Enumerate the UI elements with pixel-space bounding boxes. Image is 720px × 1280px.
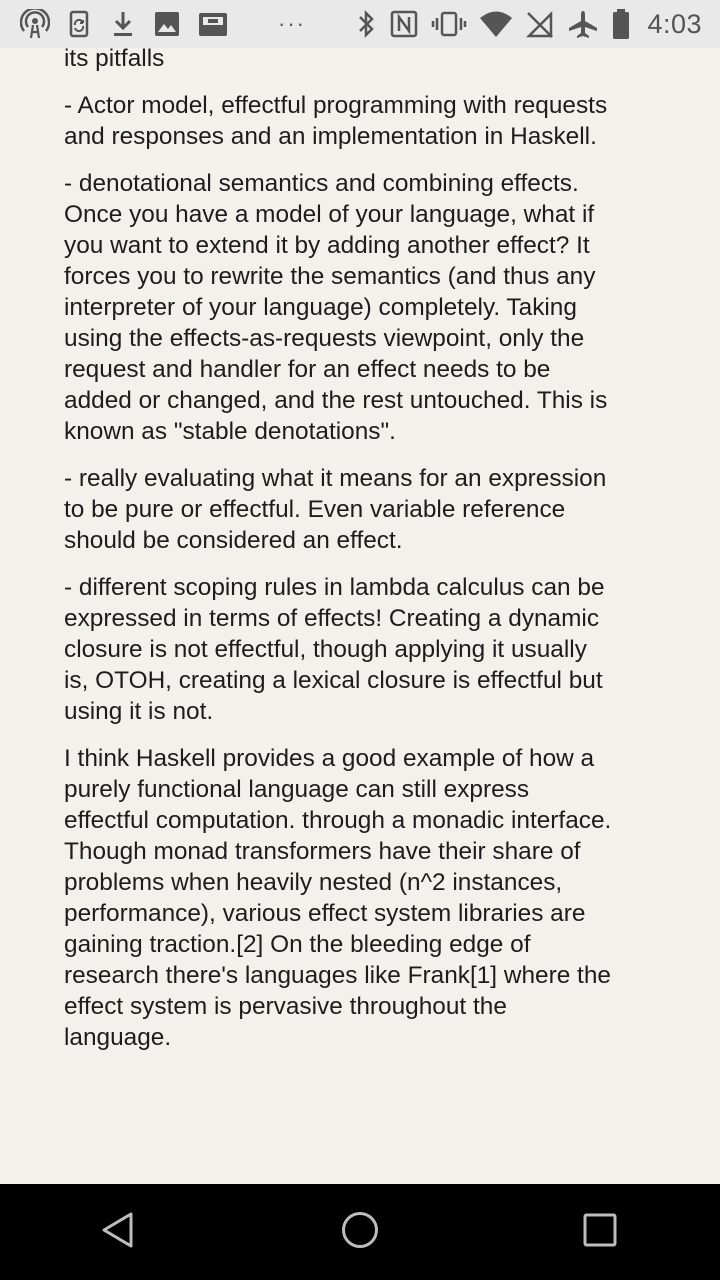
hotspot-icon (20, 9, 50, 39)
navigation-bar (0, 1184, 720, 1280)
home-button[interactable] (320, 1192, 400, 1272)
wifi-icon (479, 9, 513, 39)
battery-icon (611, 8, 631, 40)
recents-button[interactable] (560, 1192, 640, 1272)
paragraph-haskell-example: I think Haskell provides a good example of how a purely functional language can still express effectful computation. through a monadic interface. Though monad transformers have their share of problems when heavily nested (n^2 instances, performance), various effect system libraries are gaining traction.[2] On the bleeding edge of research there's languages like Frank[1] where the effect system is pervasive throughout the language. (64, 745, 612, 1051)
recents-icon (580, 1210, 620, 1255)
back-icon (100, 1210, 140, 1255)
clock: 4:03 (647, 8, 702, 39)
status-bar (0, 0, 720, 48)
bluetooth-icon (355, 9, 377, 39)
download-icon (108, 9, 138, 39)
back-button[interactable] (80, 1192, 160, 1272)
home-icon (340, 1210, 380, 1255)
tray-icon (196, 9, 230, 39)
nfc-icon (389, 9, 419, 39)
vibrate-icon (431, 9, 467, 39)
paragraph-denotational-semantics: - denotational semantics and combining effects. Once you have a model of your language, what if you want to extend it by adding another effect? It forces you to rewrite the semantics (and thus any interpreter of your language) completely. Taking using the effects-as-requests viewpoint, only the request and handler for an effect needs to be added or changed, and the rest untouched. This is known as "stable denotations". (64, 170, 608, 445)
article-scroll-area[interactable] (0, 48, 720, 1184)
article-body (64, 48, 614, 1053)
paragraph-actor-model: - Actor model, effectful programming with requests and responses and an implementation in Haskell. (64, 92, 608, 150)
notification-icons (20, 9, 336, 39)
no-sim-icon (525, 9, 555, 39)
system-icons (355, 8, 702, 40)
paragraph-continuation: its pitfalls (64, 48, 165, 72)
paragraph-scoping-rules: - different scoping rules in lambda calculus can be expressed in terms of effects! Creating a dynamic closure is not effectful, though applying it usually is, OTOH, creating a lexical closure is effectful but using it is not. (64, 574, 605, 725)
image-icon (152, 9, 182, 39)
paragraph-pure-or-effectful: - really evaluating what it means for an expression to be pure or effectful. Even variable reference should be considered an effect. (64, 465, 607, 554)
overflow-indicator: ··· (278, 11, 306, 36)
sync-icon (64, 9, 94, 39)
airplane-icon (567, 9, 599, 39)
